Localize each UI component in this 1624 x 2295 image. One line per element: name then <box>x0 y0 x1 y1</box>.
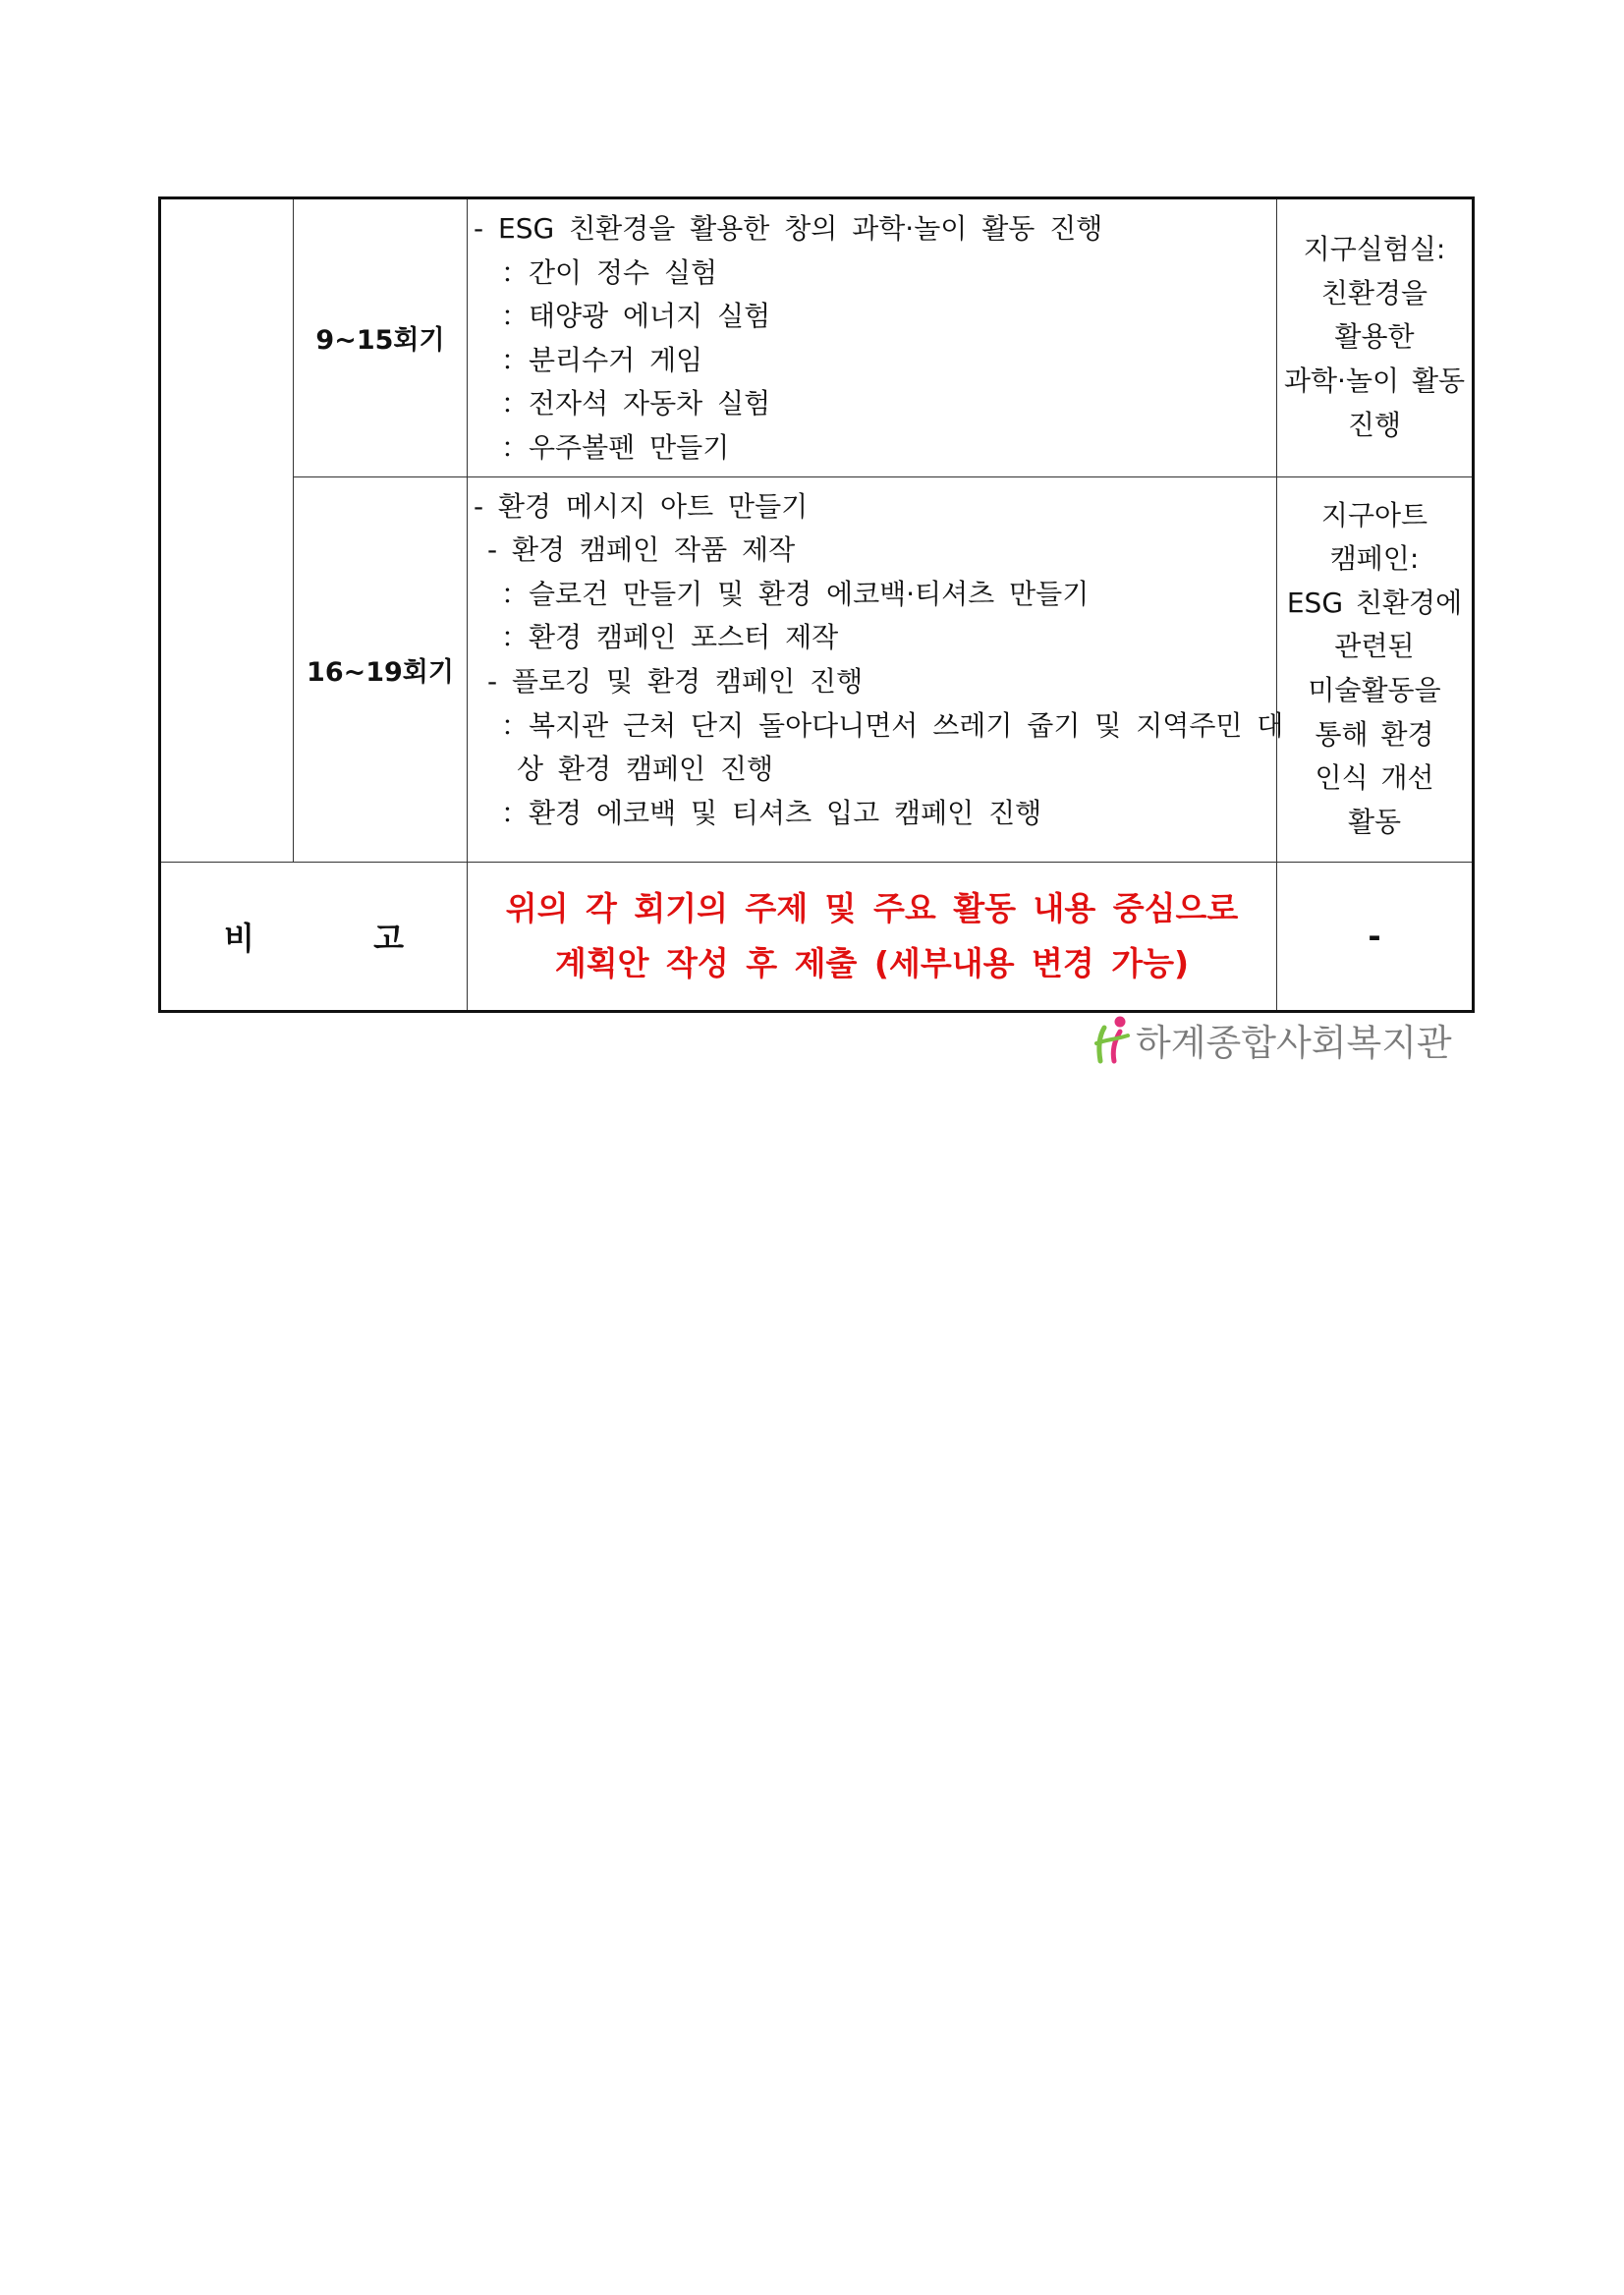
welfare-center-logo-icon <box>1091 1014 1134 1065</box>
content-line: - 환경 캠페인 작품 제작 <box>487 533 796 567</box>
note-line: 미술활동을 <box>1308 674 1441 707</box>
session-round-cell: 9~15회기 <box>294 198 468 477</box>
activity-content-cell <box>468 476 1284 862</box>
remark-text-line: 계획안 작성 후 제출 (세부내용 변경 가능) <box>554 943 1190 982</box>
activity-note-cell <box>1277 476 1474 862</box>
activity-note-cell <box>1277 198 1474 477</box>
note-line: 친환경을 <box>1320 276 1428 309</box>
content-line: ：환경 캠페인 포스터 제작 <box>501 621 839 654</box>
program-schedule-table <box>158 196 1475 1013</box>
note-line: 인식 개선 <box>1315 761 1434 795</box>
session-round-cell: 16~19회기 <box>294 476 468 862</box>
table-row <box>160 198 1474 477</box>
content-line: ：간이 정수 실험 <box>501 255 718 289</box>
content-line: - 플로깅 및 환경 캠페인 진행 <box>487 664 864 698</box>
note-line: 지구실험실: <box>1303 233 1446 266</box>
note-line: 활동 <box>1347 805 1402 838</box>
content-line: ：전자석 자동차 실험 <box>501 387 771 420</box>
content-line: ：우주볼펜 만들기 <box>501 430 730 464</box>
note-line: 과학·놀이 활동 <box>1283 364 1466 398</box>
content-line: ：태양광 에너지 실험 <box>501 300 771 333</box>
note-line: 지구아트 <box>1320 498 1428 532</box>
remark-text-line: 위의 각 회기의 주제 및 주요 활동 내용 중심으로 <box>505 888 1239 927</box>
content-line: - 환경 메시지 아트 만들기 <box>474 489 809 523</box>
content-line: - ESG 친환경을 활용한 창의 과학·놀이 활동 진행 <box>474 212 1103 245</box>
organization-logo <box>1091 1014 1472 1065</box>
remark-label: 비 고 <box>160 862 468 1011</box>
organization-name: 하계종합사회복지관 <box>1136 1022 1452 1064</box>
content-line: 상 환경 캠페인 진행 <box>517 753 774 786</box>
remark-row <box>160 862 1474 1011</box>
remark-note-cell: - <box>1277 862 1474 1011</box>
note-line: ESG 친환경에 <box>1286 586 1463 619</box>
remark-text-cell <box>468 862 1277 1011</box>
content-line: ：분리수거 게임 <box>501 343 703 376</box>
note-line: 캠페인: <box>1329 542 1420 576</box>
content-line: ：슬로건 만들기 및 환경 에코백·티셔츠 만들기 <box>501 577 1090 610</box>
table-row <box>160 476 1474 862</box>
note-line: 활용한 <box>1334 320 1415 354</box>
note-line: 진행 <box>1347 408 1402 441</box>
activity-content-cell <box>468 198 1277 477</box>
content-line: ：환경 에코백 및 티셔츠 입고 캠페인 진행 <box>501 796 1042 829</box>
note-line: 통해 환경 <box>1315 717 1434 751</box>
content-line: ：복지관 근처 단지 돌아다니면서 쓰레기 줍기 및 지역주민 대 <box>501 708 1284 742</box>
category-cell <box>160 198 294 863</box>
note-line: 관련된 <box>1334 630 1415 663</box>
